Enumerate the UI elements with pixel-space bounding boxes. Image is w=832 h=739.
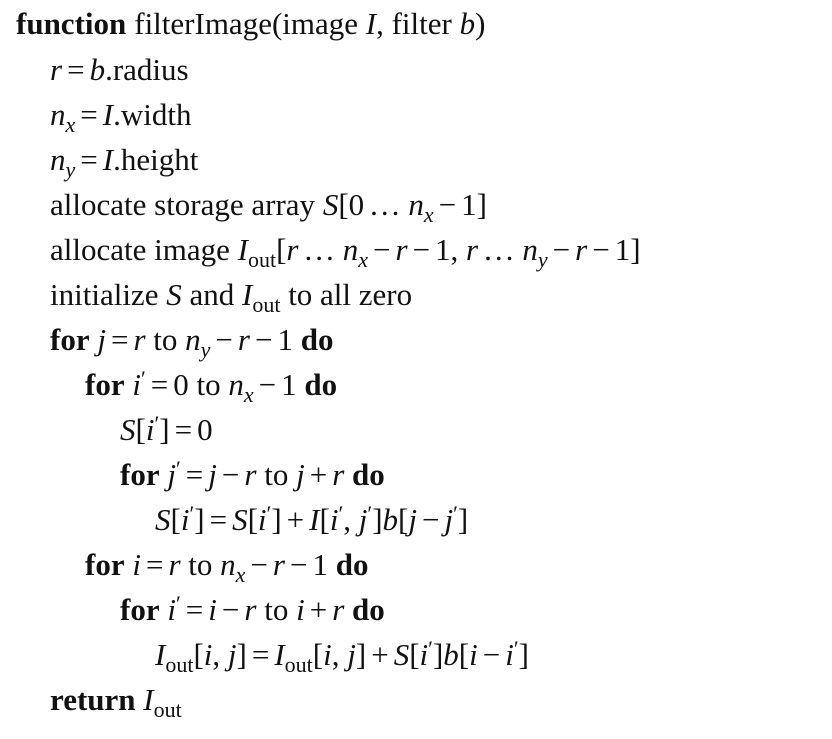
subscript-x: x — [65, 112, 76, 137]
minus-sign: − — [438, 187, 457, 222]
left-bracket: [ — [458, 637, 470, 672]
var-i: i — [419, 637, 429, 672]
var-S: S — [393, 637, 410, 672]
subscript-y: y — [65, 157, 76, 182]
minus-sign: − — [412, 232, 431, 267]
var-n: n — [408, 187, 424, 222]
plus-sign: + — [309, 592, 328, 627]
prime-mark: ′ — [154, 411, 160, 436]
left-bracket: [ — [409, 637, 420, 672]
keyword-do: do — [352, 592, 385, 627]
var-i: i — [180, 502, 190, 537]
var-b: b — [89, 52, 106, 87]
var-r: r — [168, 547, 181, 582]
var-i: i — [505, 637, 514, 672]
keyword-do: do — [335, 547, 369, 582]
line-for-i-prime-storage — [85, 366, 338, 407]
var-I: I — [237, 232, 248, 267]
to-text: to — [264, 457, 289, 492]
var-r: r — [575, 232, 588, 267]
line-function-signature — [16, 6, 485, 42]
minus-sign: − — [421, 502, 440, 537]
var-I: I — [102, 97, 114, 132]
var-n: n — [50, 97, 66, 132]
keyword-for: for — [85, 547, 125, 582]
prime-mark: ′ — [338, 501, 344, 526]
left-bracket: [ — [170, 502, 181, 537]
var-r: r — [244, 592, 257, 627]
keyword-do: do — [352, 457, 385, 492]
right-bracket: ] — [432, 637, 444, 672]
equals-sign: = — [110, 322, 129, 357]
param-image-var: I — [365, 6, 377, 41]
subscript-out: out — [247, 247, 277, 272]
var-n: n — [228, 367, 244, 402]
initialize-text: initialize — [50, 277, 159, 312]
var-j: j — [97, 322, 106, 357]
line-for-i-prime-output — [120, 592, 385, 628]
zero: 0 — [197, 412, 213, 447]
equals-sign: = — [150, 367, 169, 402]
ellipsis: ... — [484, 232, 517, 267]
to-text: to — [196, 367, 221, 402]
plus-sign: + — [371, 637, 389, 672]
right-bracket: ] — [476, 187, 487, 222]
var-j: j — [347, 637, 356, 672]
var-j: j — [358, 502, 368, 537]
minus-sign: − — [215, 322, 233, 357]
allocate-storage-text: allocate storage array — [50, 187, 316, 222]
keyword-function: function — [16, 6, 127, 41]
equals-sign: = — [185, 457, 204, 492]
zero: 0 — [173, 367, 189, 402]
param-filter-var: b — [459, 6, 476, 41]
var-S: S — [232, 502, 248, 537]
var-j: j — [167, 457, 176, 492]
line-width — [50, 97, 192, 137]
right-bracket: ] — [271, 502, 282, 537]
var-b: b — [382, 502, 399, 537]
right-bracket: ] — [457, 502, 469, 537]
right-bracket: ] — [236, 637, 247, 672]
prime-mark: ′ — [189, 501, 195, 526]
left-bracket: [ — [276, 232, 287, 267]
equals-sign: = — [251, 637, 270, 672]
subscript-x: x — [358, 247, 368, 272]
right-bracket: ] — [630, 232, 641, 267]
equals-sign: = — [185, 592, 204, 627]
var-S: S — [155, 502, 171, 537]
to-text: to — [264, 592, 289, 627]
var-r: r — [272, 547, 285, 582]
prime-mark: ′ — [453, 501, 458, 526]
var-r: r — [332, 592, 345, 627]
comma: , — [331, 637, 340, 672]
left-bracket: [ — [135, 412, 146, 447]
var-n: n — [185, 322, 201, 357]
keyword-do: do — [304, 367, 338, 402]
ellipsis: ... — [304, 232, 337, 267]
line-initialize — [50, 277, 413, 317]
subscript-x: x — [235, 562, 246, 587]
line-reset-storage — [120, 412, 213, 448]
var-i: i — [167, 592, 176, 627]
var-n: n — [220, 547, 236, 582]
subscript-out: out — [284, 652, 313, 677]
left-bracket: [ — [319, 502, 330, 537]
var-j: j — [296, 457, 305, 492]
subscript-out: out — [153, 697, 182, 722]
height-field: .height — [113, 142, 199, 177]
keyword-for: for — [50, 322, 90, 357]
line-return — [50, 682, 182, 722]
zero: 0 — [348, 187, 365, 222]
prime-mark: ′ — [175, 591, 181, 616]
right-bracket: ] — [355, 637, 367, 672]
minus-sign: − — [258, 367, 277, 402]
left-bracket: [ — [312, 637, 324, 672]
minus-sign: − — [552, 232, 571, 267]
var-r: r — [395, 232, 408, 267]
minus-sign: − — [592, 232, 610, 267]
var-i: i — [145, 412, 155, 447]
radius-field: .radius — [105, 52, 189, 87]
var-b: b — [443, 637, 459, 672]
prime-mark: ′ — [513, 636, 519, 661]
one: 1 — [435, 232, 451, 267]
line-accumulate-output — [155, 636, 529, 677]
var-i: i — [257, 502, 267, 537]
subscript-out: out — [165, 652, 194, 677]
comma: , — [450, 232, 459, 267]
equals-sign: = — [145, 547, 164, 582]
equals-sign: = — [209, 502, 228, 537]
line-allocate-storage — [50, 187, 487, 227]
var-j: j — [227, 637, 237, 672]
left-bracket: [ — [193, 637, 204, 672]
one: 1 — [312, 547, 328, 582]
var-j: j — [444, 502, 454, 537]
var-S: S — [120, 412, 136, 447]
minus-sign: − — [254, 322, 273, 357]
one: 1 — [614, 232, 631, 267]
width-field: .width — [113, 97, 192, 132]
allocate-image-text: allocate image — [50, 232, 230, 267]
left-bracket: [ — [398, 502, 409, 537]
line-height — [50, 142, 199, 182]
var-i: i — [323, 637, 332, 672]
function-name: filterImage(image — [134, 6, 359, 41]
plus-sign: + — [286, 502, 305, 537]
var-i: i — [469, 637, 478, 672]
minus-sign: − — [373, 232, 391, 267]
minus-sign: − — [221, 592, 240, 627]
prime-mark: ′ — [367, 501, 373, 526]
subscript-y: y — [200, 337, 211, 362]
line-for-i — [85, 547, 369, 587]
right-bracket: ] — [194, 502, 205, 537]
minus-sign: − — [482, 637, 501, 672]
var-I: I — [155, 637, 166, 672]
line-for-j — [50, 322, 334, 362]
prime-mark: ′ — [140, 366, 146, 391]
var-r: r — [332, 457, 345, 492]
prime-mark: ′ — [266, 501, 272, 526]
one: 1 — [277, 322, 293, 357]
subscript-out: out — [252, 292, 281, 317]
var-j: j — [208, 457, 217, 492]
var-S: S — [166, 277, 182, 312]
prime-mark: ′ — [175, 456, 181, 481]
left-bracket: [ — [338, 187, 349, 222]
subscript-x: x — [243, 382, 254, 407]
keyword-for: for — [120, 592, 160, 627]
var-I: I — [143, 682, 154, 717]
keyword-for: for — [120, 457, 160, 492]
close-paren: ) — [475, 6, 486, 41]
var-r: r — [466, 232, 479, 267]
var-i: i — [329, 502, 339, 537]
minus-sign: − — [250, 547, 268, 582]
right-bracket: ] — [372, 502, 383, 537]
var-i: i — [296, 592, 305, 627]
var-r: r — [244, 457, 257, 492]
to-text: to — [188, 547, 213, 582]
one: 1 — [281, 367, 297, 402]
var-i: i — [132, 547, 141, 582]
var-I: I — [274, 637, 285, 672]
var-n: n — [342, 232, 359, 267]
var-r: r — [237, 322, 250, 357]
var-n: n — [522, 232, 538, 267]
line-allocate-image — [50, 232, 641, 272]
to-all-zero-text: to all zero — [288, 277, 413, 312]
ellipsis: ... — [370, 187, 403, 222]
and-text: and — [189, 277, 235, 312]
equals-sign: = — [174, 412, 193, 447]
keyword-return: return — [50, 682, 136, 717]
right-bracket: ] — [159, 412, 170, 447]
equals-sign: = — [67, 52, 85, 87]
var-I: I — [241, 277, 253, 312]
minus-sign: − — [221, 457, 240, 492]
equals-sign: = — [80, 97, 98, 132]
line-radius — [50, 52, 189, 88]
var-i: i — [203, 637, 213, 672]
var-I: I — [309, 502, 320, 537]
keyword-for: for — [85, 367, 125, 402]
var-i: i — [208, 592, 217, 627]
one: 1 — [461, 187, 477, 222]
var-S: S — [322, 187, 339, 222]
line-for-j-prime — [120, 457, 385, 493]
plus-sign: + — [309, 457, 328, 492]
var-n: n — [50, 142, 66, 177]
var-j: j — [408, 502, 417, 537]
comma: , — [343, 502, 351, 537]
var-i: i — [132, 367, 141, 402]
subscript-y: y — [537, 247, 548, 272]
prime-mark: ′ — [428, 636, 433, 661]
to-text: to — [153, 322, 178, 357]
subscript-x: x — [423, 202, 434, 227]
var-r: r — [286, 232, 299, 267]
comma: , — [212, 637, 221, 672]
equals-sign: = — [80, 142, 98, 177]
keyword-do: do — [300, 322, 334, 357]
var-r: r — [50, 52, 63, 87]
right-bracket: ] — [518, 637, 529, 672]
var-r: r — [133, 322, 146, 357]
var-I: I — [102, 142, 114, 177]
left-bracket: [ — [247, 502, 258, 537]
param-filter-label: , filter — [376, 6, 452, 41]
minus-sign: − — [289, 547, 308, 582]
line-accumulate-storage — [155, 502, 468, 538]
